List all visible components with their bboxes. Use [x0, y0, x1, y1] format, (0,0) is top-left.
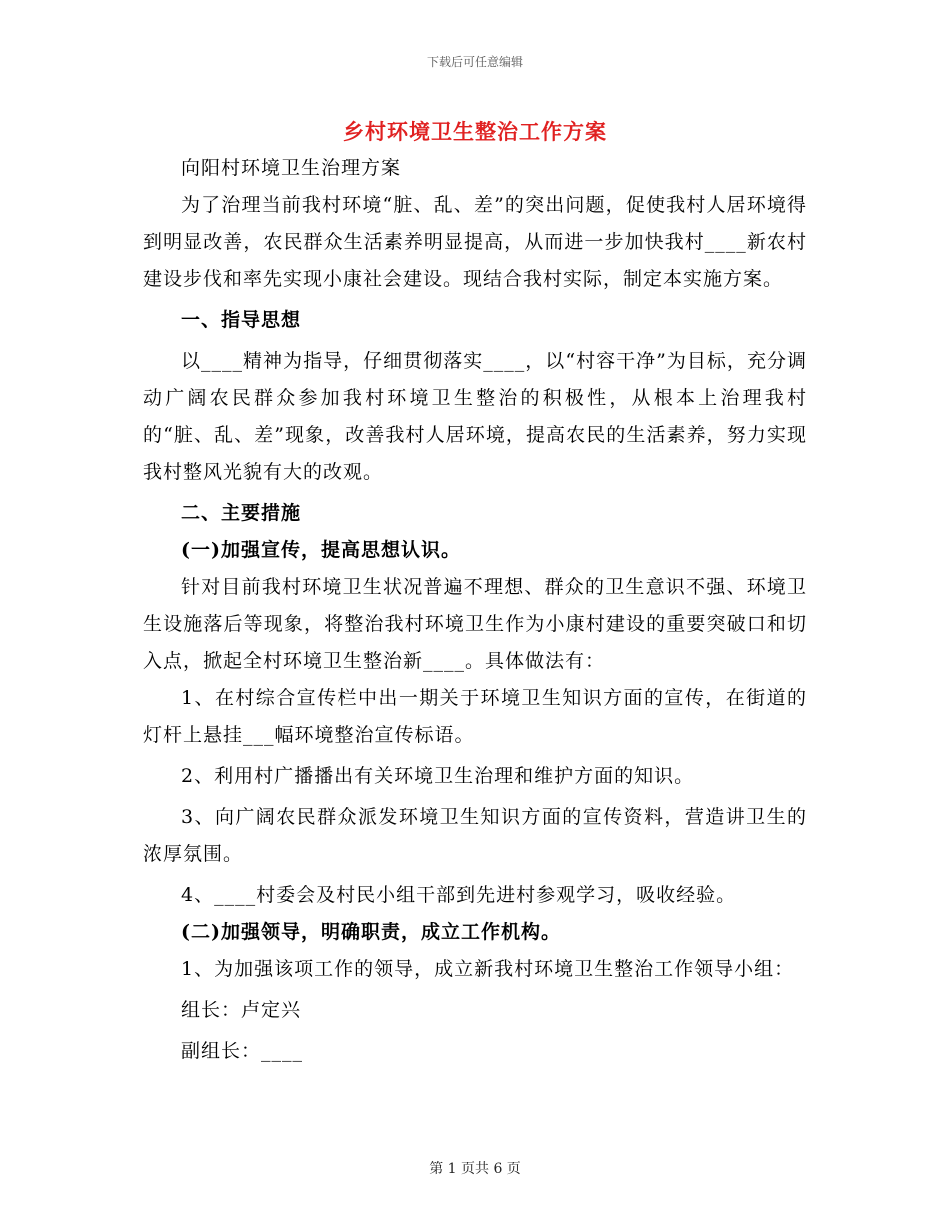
section-heading-main-measures: 二、主要措施: [181, 502, 302, 524]
list-item-1: 1、在村综合宣传栏中出一期关于环境卫生知识方面的宣传，在街道的灯杆上悬挂___幅环境整治宣传标语。: [143, 687, 807, 746]
section-heading-guiding-thought: 一、指导思想: [181, 309, 302, 331]
subtitle-paragraph: 向阳村环境卫生治理方案: [181, 157, 402, 179]
page-header: 下载后可任意编辑: [426, 55, 523, 69]
document-body: [143, 150, 807, 1070]
intro-paragraph: 为了治理当前我村环境“脏、乱、差”的突出问题，促使我村人居环境得到明显改善，农民群众生活素养明显提高，从而进一步加快我村____新农村建设步伐和率先实现小康社会建设。现结合我村实际，制定本实施方案。: [143, 194, 807, 290]
guiding-thought-paragraph: 以____精神为指导，仔细贯彻落实____，以“村容干净”为目标，充分调动广阔农民群众参加我村环境卫生整治的积极性，从根本上治理我村的“脏、乱、差”现象，改善我村人居环境，提高农民的生活素养，努力实现我村整风光貌有大的改观。: [143, 350, 807, 483]
page-footer: 第 1 页共 6 页: [429, 1161, 521, 1177]
group-leader-line: 组长：卢定兴: [181, 999, 302, 1021]
list-item-3: 3、向广阔农民群众派发环境卫生知识方面的宣传资料，营造讲卫生的浓厚氛围。: [143, 806, 807, 865]
leadership-paragraph: 1、为加强该项工作的领导，成立新我村环境卫生整治工作领导小组：: [181, 958, 795, 980]
subsection-heading-leadership: (二)加强领导，明确职责，成立工作机构。: [181, 921, 561, 943]
publicity-paragraph: 针对目前我村环境卫生状况普遍不理想、群众的卫生意识不强、环境卫生设施落后等现象，将整治我村环境卫生作为小康村建设的重要突破口和切入点，掀起全村环境卫生整治新____。具体做法有：: [143, 576, 807, 672]
document-title: 乡村环境卫生整治工作方案: [343, 119, 607, 144]
subsection-heading-publicity: (一)加强宣传，提高思想认识。: [181, 539, 461, 561]
list-item-4: 4、____村委会及村民小组干部到先进村参观学习，吸收经验。: [181, 884, 737, 906]
deputy-leader-line: 副组长：____: [181, 1040, 304, 1062]
list-item-2: 2、利用村广播播出有关环境卫生治理和维护方面的知识。: [181, 765, 695, 787]
